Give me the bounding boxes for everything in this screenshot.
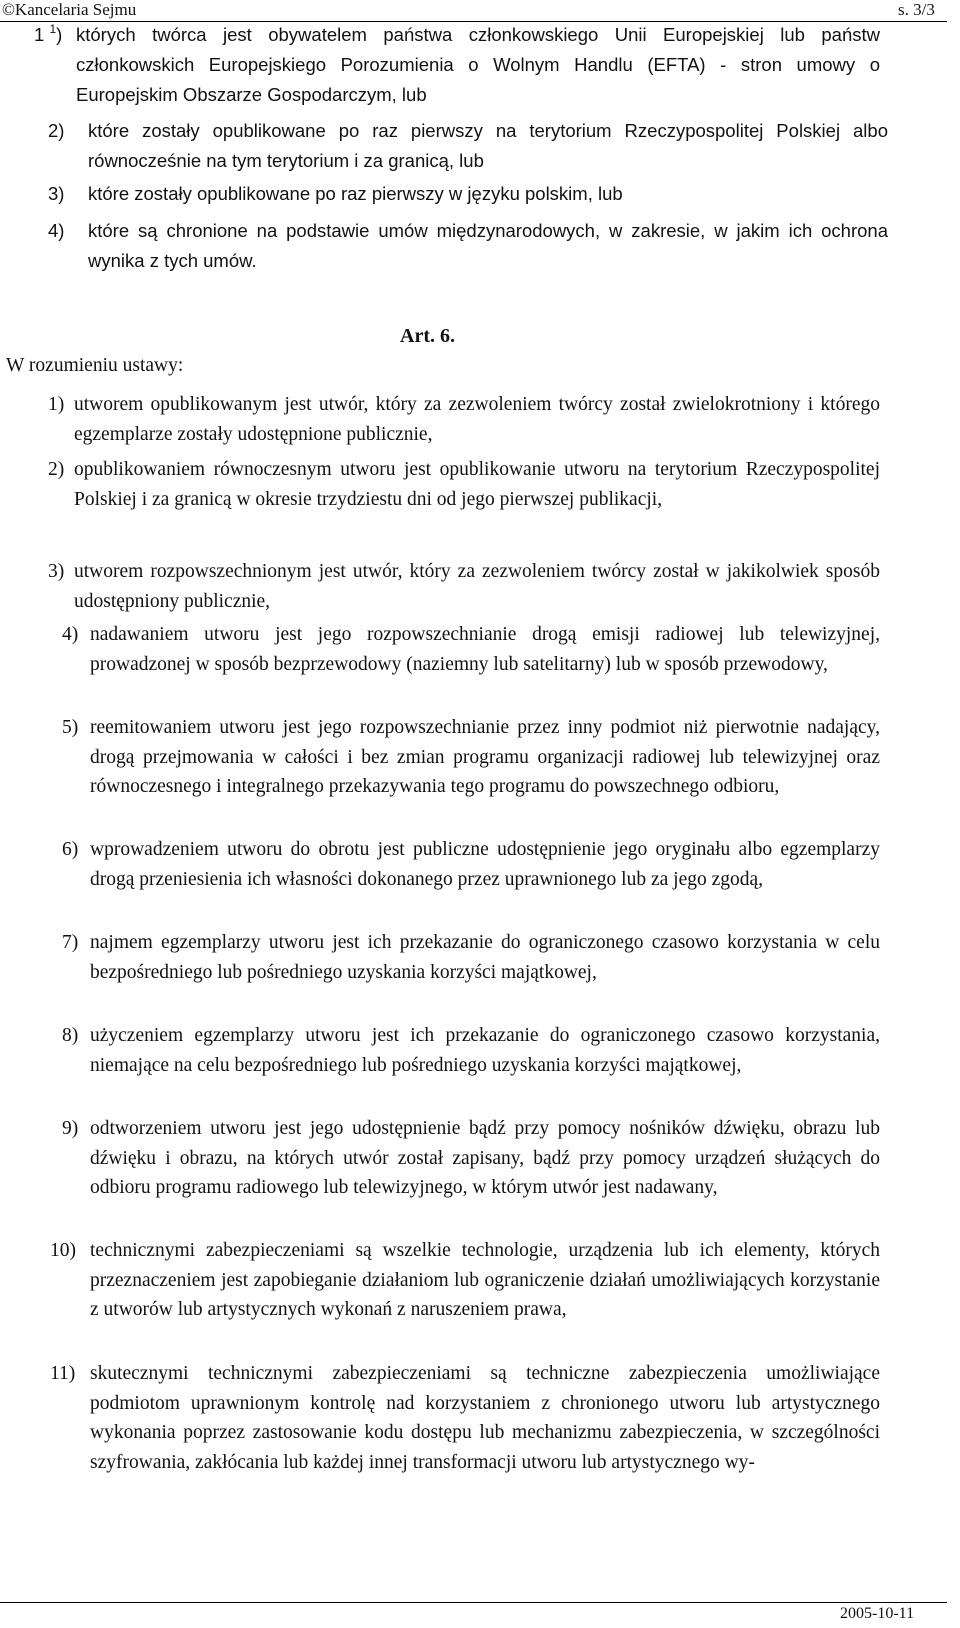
footer-divider: [0, 1602, 947, 1603]
definition-text: technicznymi zabezpieczeniami są wszelkie technologie, urządzenia lub ich elementy, których przeznaczeniem jest zapobieganie działaniom lub ograniczenie działań umożliwiających korzystanie z utworów lub artystycznych wykonań z naruszeniem prawa,: [90, 1240, 880, 1320]
footer-date: 2005-10-11: [840, 1605, 915, 1622]
definition-number: 6): [62, 839, 79, 860]
definition-text: skutecznymi technicznymi zabezpieczeniami są techniczne zabezpieczenia umożliwiające podmiotom uprawnionym kontrolę nad korzystaniem z chronionego utworu lub artystycznego wykonania poprzez zastosowanie kodu dostępu lub mechanizmu zabezpieczenia, w szczególności szyfrowania, zakłócania lub każdej innej transformacji utworu lub artystycznego wy-: [90, 1363, 880, 1473]
definition-number: 11): [50, 1363, 76, 1384]
definition-item: [40, 835, 890, 894]
definition-item: [40, 390, 890, 449]
definition-item: [40, 1021, 890, 1080]
definition-number: 8): [62, 1025, 79, 1046]
copyright-label: ©Kancelaria Sejmu: [2, 0, 137, 19]
article-heading: Art. 6.: [400, 325, 455, 347]
definition-number: 5): [62, 717, 79, 738]
definition-text: odtworzeniem utworu jest jego udostępnienie bądź przy pomocy nośników dźwięku, obrazu lub dźwięku i obrazu, na których utwór został zapisany, bądź przy pomocy urządzeń służących do odbioru programu radiowego lub telewizyjnego, w którym utwór jest nadawany,: [90, 1118, 880, 1198]
definition-text: wprowadzeniem utworu do obrotu jest publiczne udostępnienie jego oryginału albo egzemplarzy drogą przeniesienia ich własności dokonanego przez uprawnionego lub za jego zgodą,: [90, 839, 880, 890]
list-item-text: których twórca jest obywatelem państwa członkowskiego Unii Europejskiej lub państw członkowskich Europejskiego Porozumienia o Wolnym Handlu (EFTA) - stron umowy o Europejskim Obszarze Gospodarczym, lub: [76, 24, 880, 105]
definition-text: opublikowaniem równoczesnym utworu jest opublikowanie utworu na terytorium Rzeczypospolitej Polskiej i za granicą w okresie trzydziestu dni od jego pierwszej publikacji,: [74, 459, 880, 510]
list-item-number: 1 $^1$): [34, 22, 63, 45]
page-number: s. 3/3: [898, 0, 935, 19]
list-item-text: które są chronione na podstawie umów międzynarodowych, w zakresie, w jakim ich ochrona wynika z tych umów.: [88, 220, 888, 271]
definition-item: [40, 928, 890, 987]
definition-number: 3): [48, 561, 65, 582]
definition-text: utworem rozpowszechnionym jest utwór, który za zezwoleniem twórcy został w jakikolwiek sposób udostępniony publicznie,: [74, 561, 880, 612]
list-item-number: 3): [48, 183, 65, 204]
list-item-number: 4): [48, 220, 65, 241]
list-item: [40, 116, 890, 176]
definition-text: reemitowaniem utworu jest jego rozpowszechnianie przez inny podmiot niż pierwotnie nadający, drogą przejmowania w całości i bez zmian programu organizacji radiowej lub telewizyjnej oraz równoczesnego i integralnego przekazywania tego programu do powszechnego odbioru,: [90, 717, 880, 797]
list-item: [40, 216, 890, 276]
definition-item: [40, 1359, 890, 1477]
list-item: [34, 20, 890, 110]
list-item-text: które zostały opublikowane po raz pierwszy na terytorium Rzeczypospolitej Polskiej albo równocześnie na tym terytorium i za granicą, lub: [88, 120, 888, 171]
page-header: [0, 0, 960, 22]
definition-item: [40, 455, 890, 514]
definition-text: utworem opublikowanym jest utwór, który za zezwoleniem twórcy został zwielokrotniony i którego egzemplarze zostały udostępnione publicznie,: [74, 394, 880, 445]
definition-number: 10): [50, 1240, 76, 1261]
definition-text: najmem egzemplarzy utworu jest ich przekazanie do ograniczonego czasowo korzystania w celu bezpośredniego lub pośredniego uzyskania korzyści majątkowej,: [90, 932, 880, 983]
definition-number: 7): [62, 932, 79, 953]
list-item-text: które zostały opublikowane po raz pierwszy w języku polskim, lub: [88, 183, 623, 204]
list-item: [40, 179, 890, 209]
definition-item: [40, 620, 890, 679]
definition-item: [40, 1114, 890, 1203]
definition-number: 2): [48, 459, 65, 480]
definition-text: użyczeniem egzemplarzy utworu jest ich przekazanie do ograniczonego czasowo korzystania, niemające na celu bezpośredniego lub pośredniego uzyskania korzyści majątkowej,: [90, 1025, 880, 1076]
definition-item: [40, 1236, 890, 1325]
definition-text: nadawaniem utworu jest jego rozpowszechnianie drogą emisji radiowej lub telewizyjnej, prowadzonej w sposób bezprzewodowy (naziemny lub satelitarny) lub w sposób przewodowy,: [90, 624, 880, 675]
definition-number: 9): [62, 1118, 79, 1139]
definition-number: 1): [48, 394, 65, 415]
definition-item: [40, 557, 890, 616]
list-item-number: 2): [48, 120, 65, 141]
definition-number: 4): [62, 624, 79, 645]
article-intro: W rozumieniu ustawy:: [6, 355, 184, 376]
definition-item: [40, 713, 890, 802]
